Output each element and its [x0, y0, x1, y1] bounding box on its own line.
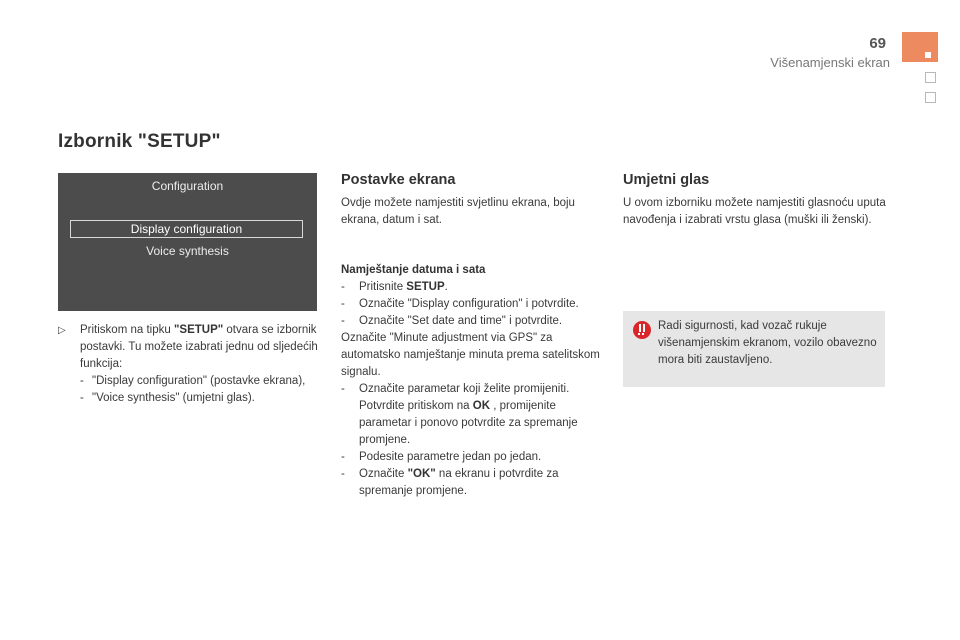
- date-time-instructions: [341, 262, 611, 500]
- arrow-bullet-icon: ▷: [58, 325, 66, 336]
- setup-key-label: SETUP: [406, 281, 445, 293]
- bullet-text: Pritiskom na tipku: [80, 324, 174, 336]
- step: - Podesite parametre jedan po jedan.: [341, 451, 542, 463]
- step: - Pritisnite SETUP.: [341, 281, 448, 293]
- heading-voice-synthesis: Umjetni glas: [623, 172, 710, 188]
- list-item: - "Voice synthesis" (umjetni glas).: [80, 392, 255, 404]
- gps-paragraph: Označite "Minute adjustment via GPS" za automatsko namještanje minuta prema satelitskom signalu.: [341, 332, 600, 378]
- step: - Označite parametar koji želite promijeniti. Potvrdite pritiskom na OK , promijenite parametar i ponovo potvrdite za spremanje promjene.: [341, 383, 578, 446]
- warning-text: Radi sigurnosti, kad vozač rukuje višenamjenskim ekranom, vozilo obavezno mora biti zaustavljeno.: [658, 320, 877, 366]
- step: - Označite "OK" na ekranu i potvrdite za spremanje promjene.: [341, 468, 559, 497]
- ok-key-label: "OK": [407, 468, 436, 480]
- page-title: Izbornik "SETUP": [58, 131, 221, 152]
- display-screenshot: [58, 173, 317, 311]
- screen-menu-item-display: Display configuration: [70, 220, 303, 238]
- list-item: - "Display configuration" (postavke ekrana),: [80, 375, 306, 387]
- section-title: Višenamjenski ekran: [770, 55, 890, 70]
- subheading-date-time: Namještanje datuma i sata: [341, 264, 486, 276]
- ok-key-label: OK: [472, 400, 491, 412]
- step: - Označite "Display configuration" i potvrdite.: [341, 298, 579, 310]
- voice-synthesis-intro: U ovom izborniku možete namjestiti glasnoću uputa navođenja i izabrati vrstu glasa (muški ili ženski).: [623, 197, 886, 226]
- chapter-tab-box: [925, 92, 936, 103]
- step: - Označite "Set date and time" i potvrdite.: [341, 315, 563, 327]
- bullet-text-cont: otvara se izbornik postavki. Tu možete izabrati jednu od sljedećih funkcija:: [80, 324, 318, 370]
- chapter-tab-box: [925, 72, 936, 83]
- warning-icon: [633, 321, 651, 339]
- display-settings-intro: Ovdje možete namjestiti svjetlinu ekrana, boju ekrana, datum i sat.: [341, 197, 575, 226]
- setup-key-label: "SETUP": [173, 324, 224, 336]
- chapter-tab: [902, 32, 938, 62]
- screen-menu-item-voice: Voice synthesis: [146, 244, 229, 258]
- bullet-paragraph: [58, 322, 322, 407]
- left-instructions: [58, 322, 322, 407]
- screen-menu-title: Configuration: [151, 179, 224, 193]
- heading-display-settings: Postavke ekrana: [341, 172, 456, 188]
- page-number: 69: [869, 35, 886, 52]
- tab-marker-icon: [925, 52, 931, 58]
- safety-warning-box: [623, 311, 885, 387]
